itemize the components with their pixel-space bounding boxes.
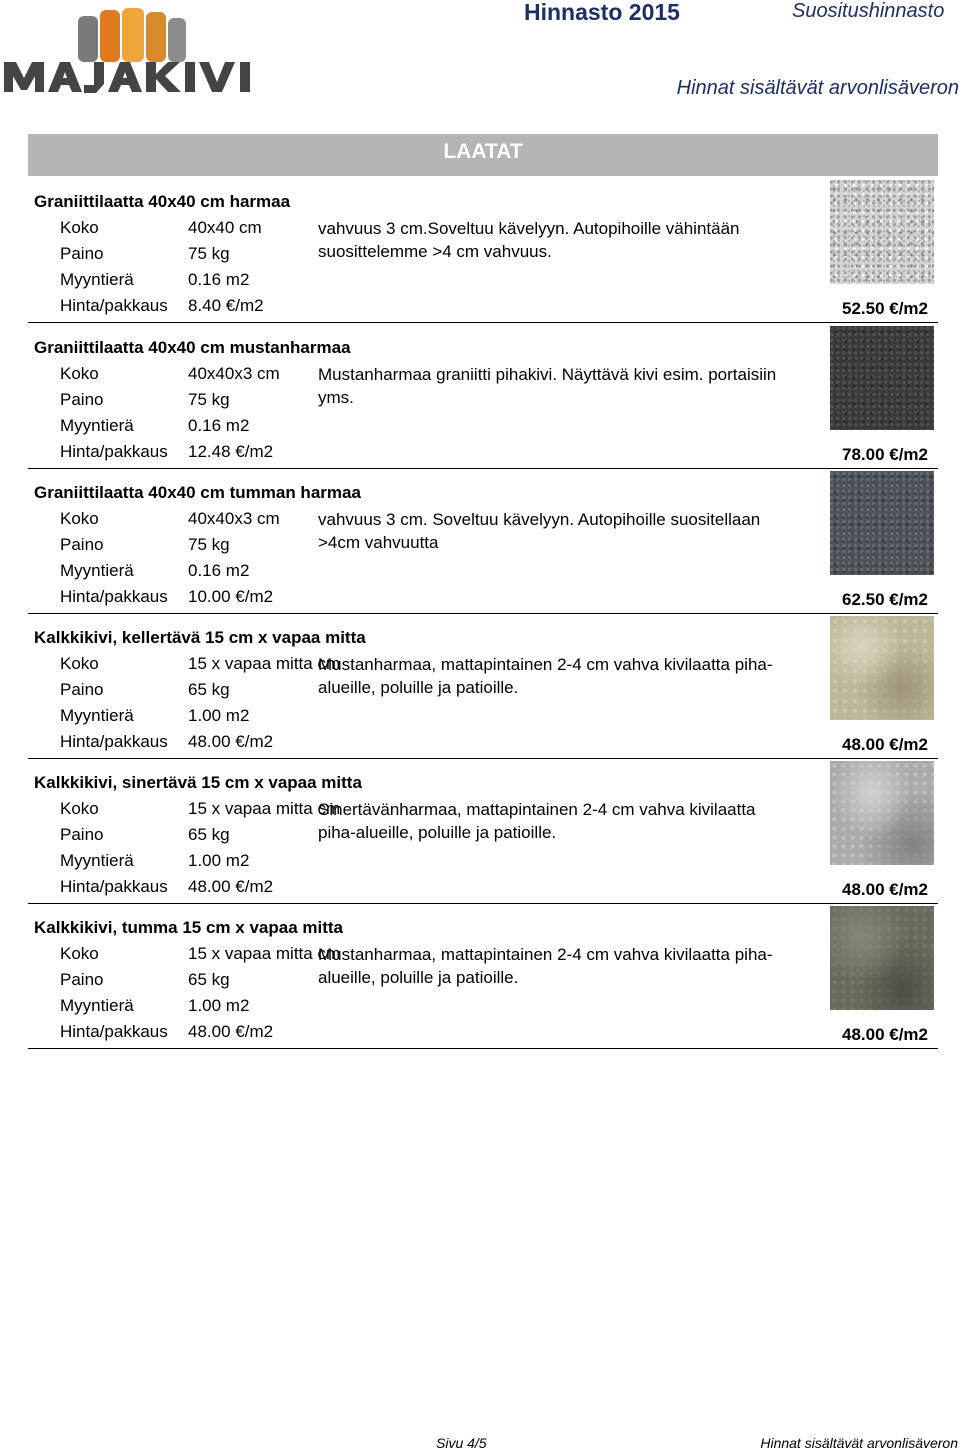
size-value: 40x40x3 cm [188, 364, 280, 383]
weight-value: 65 kg [188, 825, 230, 844]
product-description: Mustanharmaa, mattapintainen 2-4 cm vahva kivilaatta piha-alueille, poluille ja patioille. [318, 945, 773, 987]
unit-value: 1.00 m2 [188, 996, 250, 1015]
size-value: 15 x vapaa mitta cm [188, 799, 341, 818]
weight-label: Paino [60, 390, 104, 409]
unit-value: 1.00 m2 [188, 851, 250, 870]
product-item [0, 483, 960, 628]
product-description: Mustanharmaa, mattapintainen 2-4 cm vahva kivilaatta piha-alueille, poluille ja patioille. [318, 655, 773, 697]
divider [28, 322, 938, 323]
product-price: 78.00 €/m2 [841, 445, 928, 464]
unit-label: Myyntierä [60, 270, 134, 289]
product-item [0, 918, 960, 1063]
unit-value: 1.00 m2 [188, 706, 250, 725]
weight-value: 65 kg [188, 680, 230, 699]
majakivi-logo [2, 6, 264, 98]
weight-value: 65 kg [188, 970, 230, 989]
weight-label: Paino [60, 680, 104, 699]
weight-value: 75 kg [188, 535, 230, 554]
unit-value: 0.16 m2 [188, 270, 250, 289]
product-title: Graniittilaatta 40x40 cm tumman harmaa [34, 483, 361, 502]
product-description: Mustanharmaa graniitti pihakivi. Näyttävä kivi esim. portaisiin yms. [318, 365, 777, 407]
pack-price-label: Hinta/pakkaus [60, 296, 168, 315]
unit-value: 0.16 m2 [188, 561, 250, 580]
pack-price-value: 48.00 €/m2 [188, 1022, 274, 1041]
product-description: vahvuus 3 cm. Soveltuu kävelyyn. Autopihoille suositellaan >4cm vahvuutta [318, 510, 761, 552]
size-label: Koko [60, 509, 99, 528]
pack-price-value: 48.00 €/m2 [188, 877, 274, 896]
dark-limestone-texture-icon [830, 906, 934, 1010]
weight-label: Paino [60, 970, 104, 989]
pack-price-label: Hinta/pakkaus [60, 732, 168, 751]
size-label: Koko [60, 218, 99, 237]
product-price: 48.00 €/m2 [841, 735, 928, 754]
grey-granite-texture-icon [830, 180, 934, 284]
unit-label: Myyntierä [60, 561, 134, 580]
size-label: Koko [60, 799, 99, 818]
unit-label: Myyntierä [60, 416, 134, 435]
yellowish-limestone-texture-icon [830, 616, 934, 720]
pack-price-label: Hinta/pakkaus [60, 442, 168, 461]
unit-label: Myyntierä [60, 706, 134, 725]
pack-price-label: Hinta/pakkaus [60, 587, 168, 606]
divider [28, 758, 938, 759]
product-item [0, 628, 960, 773]
size-label: Koko [60, 364, 99, 383]
size-value: 40x40x3 cm [188, 509, 280, 528]
divider [28, 1048, 938, 1049]
product-item [0, 773, 960, 918]
document-title: Hinnasto 2015 [524, 0, 680, 25]
product-title: Kalkkikivi, tumma 15 cm x vapaa mitta [34, 918, 343, 937]
bluish-limestone-texture-icon [830, 761, 934, 865]
product-title: Graniittilaatta 40x40 cm harmaa [34, 192, 291, 211]
section-title: LAATAT [443, 140, 523, 163]
vat-note: Hinnat sisältävät arvonlisäveron [676, 77, 959, 99]
weight-label: Paino [60, 535, 104, 554]
unit-label: Myyntierä [60, 851, 134, 870]
size-value: 15 x vapaa mitta cm [188, 944, 341, 963]
product-item [0, 192, 960, 337]
unit-label: Myyntierä [60, 996, 134, 1015]
pack-price-value: 12.48 €/m2 [188, 442, 274, 461]
size-label: Koko [60, 944, 99, 963]
product-title: Kalkkikivi, kellertävä 15 cm x vapaa mitta [34, 628, 366, 647]
document-subtitle: Suositushinnasto [792, 0, 945, 22]
size-value: 15 x vapaa mitta cm [188, 654, 341, 673]
section-header [28, 134, 938, 176]
product-title: Kalkkikivi, sinertävä 15 cm x vapaa mitta [34, 773, 362, 792]
size-label: Koko [60, 654, 99, 673]
pack-price-label: Hinta/pakkaus [60, 1022, 168, 1041]
pack-price-value: 48.00 €/m2 [188, 732, 274, 751]
dark-granite-texture-icon [830, 471, 934, 575]
page-number: Sivu 4/5 [436, 1435, 487, 1451]
product-title: Graniittilaatta 40x40 cm mustanharmaa [34, 338, 351, 357]
product-item [0, 338, 960, 483]
majakivi-logo-icon [2, 6, 264, 98]
product-description: Sinertävänharmaa, mattapintainen 2-4 cm vahva kivilaatta piha-alueille, poluille ja patioille. [318, 800, 756, 842]
black-granite-texture-icon [830, 326, 934, 430]
weight-value: 75 kg [188, 244, 230, 263]
weight-label: Paino [60, 244, 104, 263]
pack-price-label: Hinta/pakkaus [60, 877, 168, 896]
product-price: 48.00 €/m2 [841, 1025, 928, 1044]
product-price: 48.00 €/m2 [841, 880, 928, 899]
weight-value: 75 kg [188, 390, 230, 409]
unit-value: 0.16 m2 [188, 416, 250, 435]
divider [28, 468, 938, 469]
pack-price-value: 10.00 €/m2 [188, 587, 274, 606]
pack-price-value: 8.40 €/m2 [188, 296, 264, 315]
product-description: vahvuus 3 cm.Soveltuu kävelyyn. Autopihoille vähintään suosittelemme >4 cm vahvuus. [318, 219, 740, 261]
divider [28, 903, 938, 904]
weight-label: Paino [60, 825, 104, 844]
product-price: 62.50 €/m2 [841, 590, 928, 609]
divider [28, 613, 938, 614]
footer-vat-note: Hinnat sisältävät arvonlisäveron [760, 1435, 958, 1451]
size-value: 40x40 cm [188, 218, 262, 237]
product-price: 52.50 €/m2 [841, 299, 928, 318]
